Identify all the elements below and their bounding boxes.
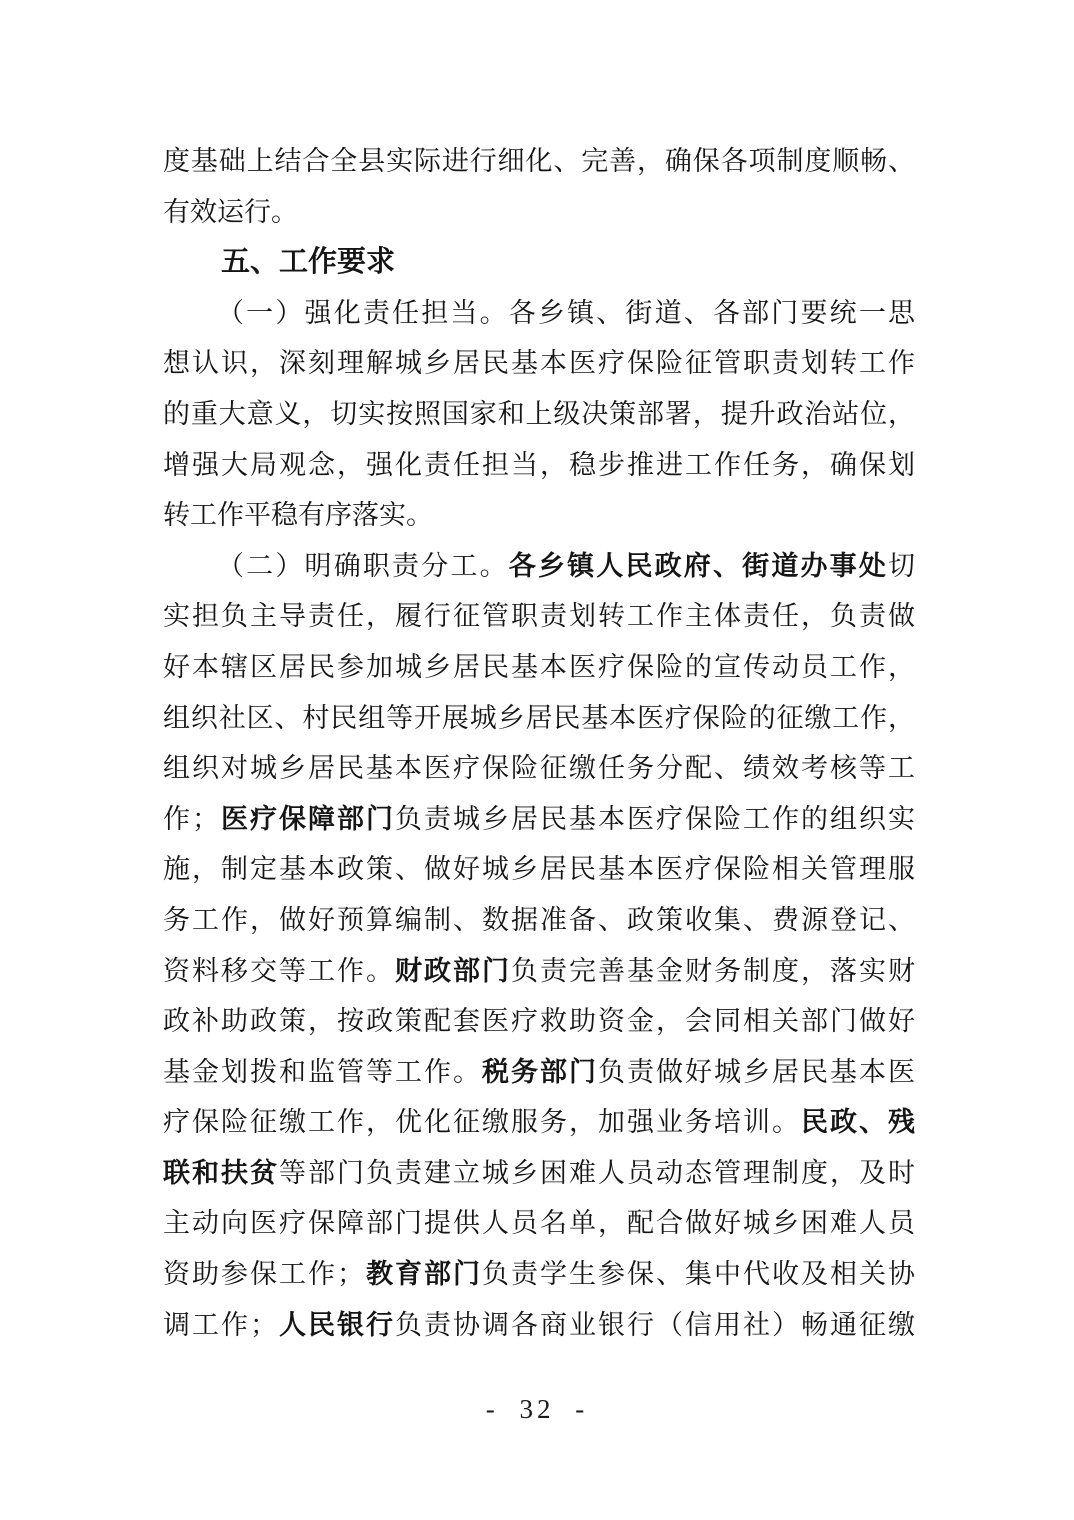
- body-text: 务工作，做好预算编制、数据准备、政策收集、费源登记、: [163, 904, 915, 935]
- body-text: 疗保险征缴工作，优化征缴服务，加强业务培训。: [163, 1107, 801, 1138]
- body-text: 资料移交等工作。: [163, 955, 395, 986]
- body-text: （一）强化责任担当。各乡镇、街道、各部门要统一思: [217, 297, 915, 328]
- text-line: [163, 794, 915, 845]
- body-text: 切: [888, 550, 916, 581]
- body-text: 主动向医疗保障部门提供人员名单，配合做好城乡困难人员: [163, 1208, 915, 1239]
- emphasized-text: 财政部门: [395, 955, 511, 986]
- text-line: [163, 541, 915, 592]
- document-body: [163, 136, 915, 1350]
- body-text: 实担负主导责任，履行征管职责划转工作主体责任，负责做: [163, 601, 915, 632]
- body-text: 组织社区、村民组等开展城乡居民基本医疗保险的征缴工作，: [163, 702, 915, 733]
- body-text: 等部门负责建立城乡困难人员动态管理制度，及时: [279, 1157, 915, 1188]
- text-line: [163, 440, 915, 491]
- text-line: [163, 946, 915, 997]
- text-line: [163, 895, 915, 946]
- body-text: 负责城乡居民基本医疗保险工作的组织实: [395, 803, 915, 834]
- body-text: 转工作平稳有序落实。: [163, 500, 433, 531]
- body-text: 负责完善基金财务制度，落实财: [511, 955, 915, 986]
- emphasized-text: 税务部门: [482, 1056, 598, 1087]
- text-line: [163, 693, 915, 744]
- body-text: 增强大局观念，强化责任担当，稳步推进工作任务，确保划: [163, 449, 915, 480]
- body-text: 好本辖区居民参加城乡居民基本医疗保险的宣传动员工作，: [163, 651, 915, 682]
- text-line: [163, 996, 915, 1047]
- emphasized-text: 联和扶贫: [163, 1157, 279, 1188]
- body-text: 想认识，深刻理解城乡居民基本医疗保险征管职责划转工作: [163, 348, 915, 379]
- page-number: - 32 -: [485, 1394, 589, 1424]
- body-text: 负责学生参保、集中代收及相关协: [482, 1259, 915, 1290]
- emphasized-text: 人民银行: [277, 1309, 395, 1340]
- text-line: [163, 1097, 915, 1148]
- body-text: 资助参保工作；: [163, 1259, 364, 1290]
- text-line: [163, 591, 915, 642]
- body-text: 基金划拨和监管等工作。: [163, 1056, 482, 1087]
- emphasized-text: 民政、残: [801, 1107, 915, 1138]
- text-line: [163, 136, 915, 187]
- body-text: 组织对城乡居民基本医疗保险征缴任务分配、绩效考核等工: [163, 753, 915, 784]
- text-line: [163, 642, 915, 693]
- text-line: [163, 338, 915, 389]
- text-line: [163, 389, 915, 440]
- emphasized-text: 教育部门: [364, 1259, 482, 1290]
- text-line: [163, 743, 915, 794]
- emphasized-text: 医疗保障部门: [219, 803, 395, 834]
- body-text: 负责做好城乡居民基本医: [598, 1056, 915, 1087]
- text-line: [163, 490, 915, 541]
- text-line: [163, 1300, 915, 1351]
- text-line: [163, 844, 915, 895]
- body-text: 作；: [163, 803, 219, 834]
- text-line: [163, 1148, 915, 1199]
- body-text: 负责协调各商业银行（信用社）畅通征缴: [395, 1309, 915, 1340]
- body-text: 政补助政策，按政策配套医疗救助资金，会同相关部门做好: [163, 1006, 915, 1037]
- text-line: [163, 1249, 915, 1300]
- text-line: [163, 288, 915, 339]
- text-line: [163, 187, 915, 238]
- body-text: （二）明确职责分工。: [217, 550, 509, 581]
- body-text: 有效运行。: [163, 196, 298, 227]
- body-text: 施，制定基本政策、做好城乡居民基本医疗保险相关管理服: [163, 854, 915, 885]
- text-line: [163, 1198, 915, 1249]
- section-heading: [163, 237, 915, 288]
- body-text: 度基础上结合全县实际进行细化、完善，确保各项制度顺畅、: [163, 146, 915, 176]
- body-text: 调工作；: [163, 1309, 277, 1340]
- emphasized-text: 五、工作要求: [221, 246, 396, 279]
- text-line: [163, 1047, 915, 1098]
- body-text: 的重大意义，切实按照国家和上级决策部署，提升政治站位，: [163, 398, 915, 429]
- emphasized-text: 各乡镇人民政府、街道办事处: [508, 550, 889, 581]
